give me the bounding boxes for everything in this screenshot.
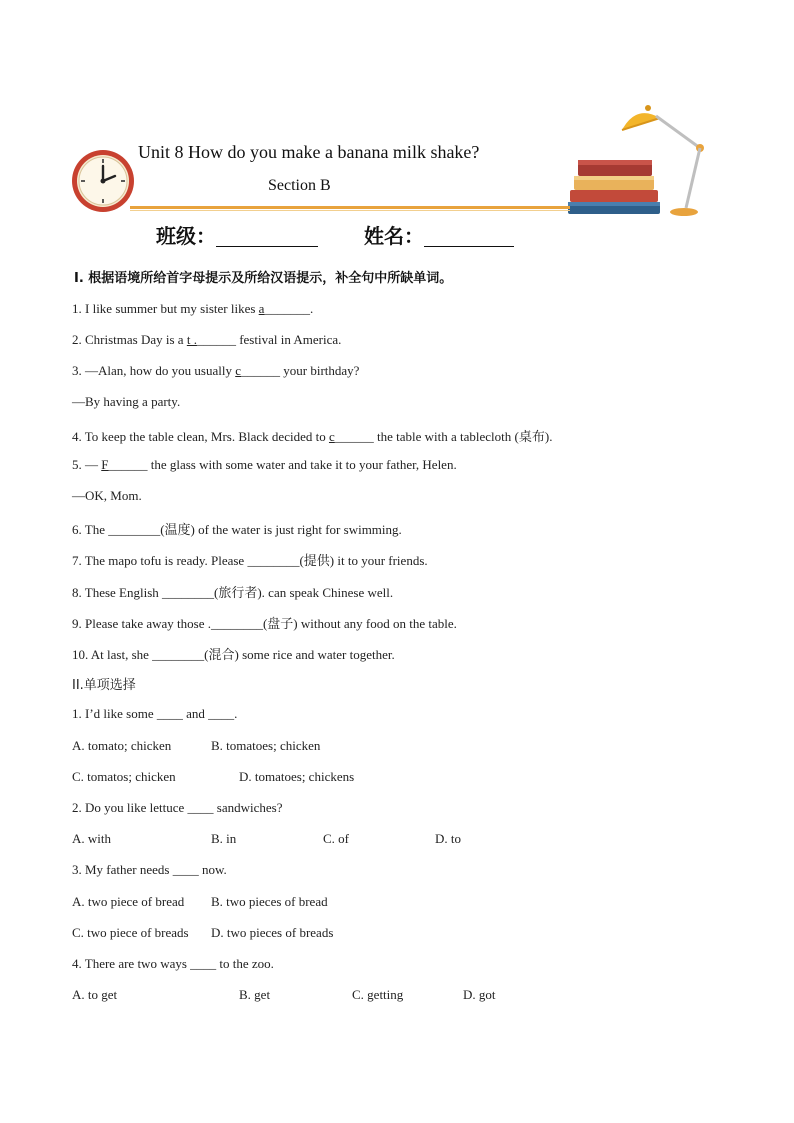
option-c[interactable]: C. of	[323, 831, 349, 846]
question-stem: 2. Do you like lettuce ____ sandwiches?	[72, 800, 283, 815]
option-c[interactable]: C. two piece of breads	[72, 925, 189, 940]
class-field	[156, 220, 318, 249]
option-b[interactable]: B. tomatoes; chicken	[211, 738, 321, 753]
worksheet-title: Unit 8 How do you make a banana milk shake?	[138, 142, 480, 162]
list-item: 9. Please take away those .________(盘子) without any food on the table.	[72, 616, 457, 631]
name-field	[364, 220, 514, 249]
header-rule-thin	[130, 210, 570, 211]
list-item: 1. I like summer but my sister likes a_______.	[72, 301, 314, 316]
list-item: 4. To keep the table clean, Mrs. Black decided to c______ the table with a tablecloth (桌布).	[72, 429, 553, 444]
option-a[interactable]: A. to get	[72, 987, 118, 1002]
option-d[interactable]: D. tomatoes; chickens	[239, 769, 355, 784]
list-item: 6. The ________(温度) of the water is just right for swimming.	[72, 522, 402, 537]
option-d[interactable]: D. to	[435, 831, 461, 846]
option-c[interactable]: C. getting	[352, 987, 404, 1002]
list-item: 2. Christmas Day is a t .______ festival in America.	[72, 332, 342, 347]
option-b[interactable]: B. two pieces of bread	[211, 894, 328, 909]
option-a[interactable]: A. tomato; chicken	[72, 738, 172, 753]
list-item: 3. —Alan, how do you usually c______ your birthday?	[72, 363, 360, 378]
class-blank[interactable]	[216, 226, 318, 247]
name-label: 姓名：	[364, 224, 424, 248]
class-label: 班级：	[156, 224, 216, 248]
list-item: 5. — F______ the glass with some water and take it to your father, Helen.	[72, 457, 457, 472]
section2-heading: II.单项选择	[72, 678, 136, 693]
question-stem: 1. I’d like some ____ and ____.	[72, 706, 238, 721]
option-c[interactable]: C. tomatos; chicken	[72, 769, 176, 784]
lamp-books-illustration	[566, 96, 708, 220]
section1-heading: Ⅰ. 根据语境所给首字母提示及所给汉语提示，补全句中所缺单词。	[74, 271, 453, 286]
list-item: 8. These English ________(旅行者). can speak Chinese well.	[72, 585, 394, 600]
list-item: —OK, Mom.	[72, 488, 142, 503]
option-a[interactable]: A. with	[72, 831, 111, 846]
list-item: 7. The mapo tofu is ready. Please ________(提供) it to your friends.	[72, 553, 428, 568]
option-d[interactable]: D. two pieces of breads	[211, 925, 334, 940]
option-d[interactable]: D. got	[463, 987, 496, 1002]
option-b[interactable]: B. get	[239, 987, 271, 1002]
question-stem: 4. There are two ways ____ to the zoo.	[72, 956, 274, 971]
option-a[interactable]: A. two piece of bread	[72, 894, 185, 909]
section-subtitle: Section B	[268, 177, 331, 194]
question-stem: 3. My father needs ____ now.	[72, 862, 227, 877]
list-item: —By having a party.	[72, 394, 181, 409]
header-rule	[130, 206, 570, 209]
list-item: 10. At last, she ________(混合) some rice and water together.	[72, 647, 395, 662]
option-b[interactable]: B. in	[211, 831, 237, 846]
clock-icon	[70, 148, 136, 214]
name-blank[interactable]	[424, 226, 514, 247]
